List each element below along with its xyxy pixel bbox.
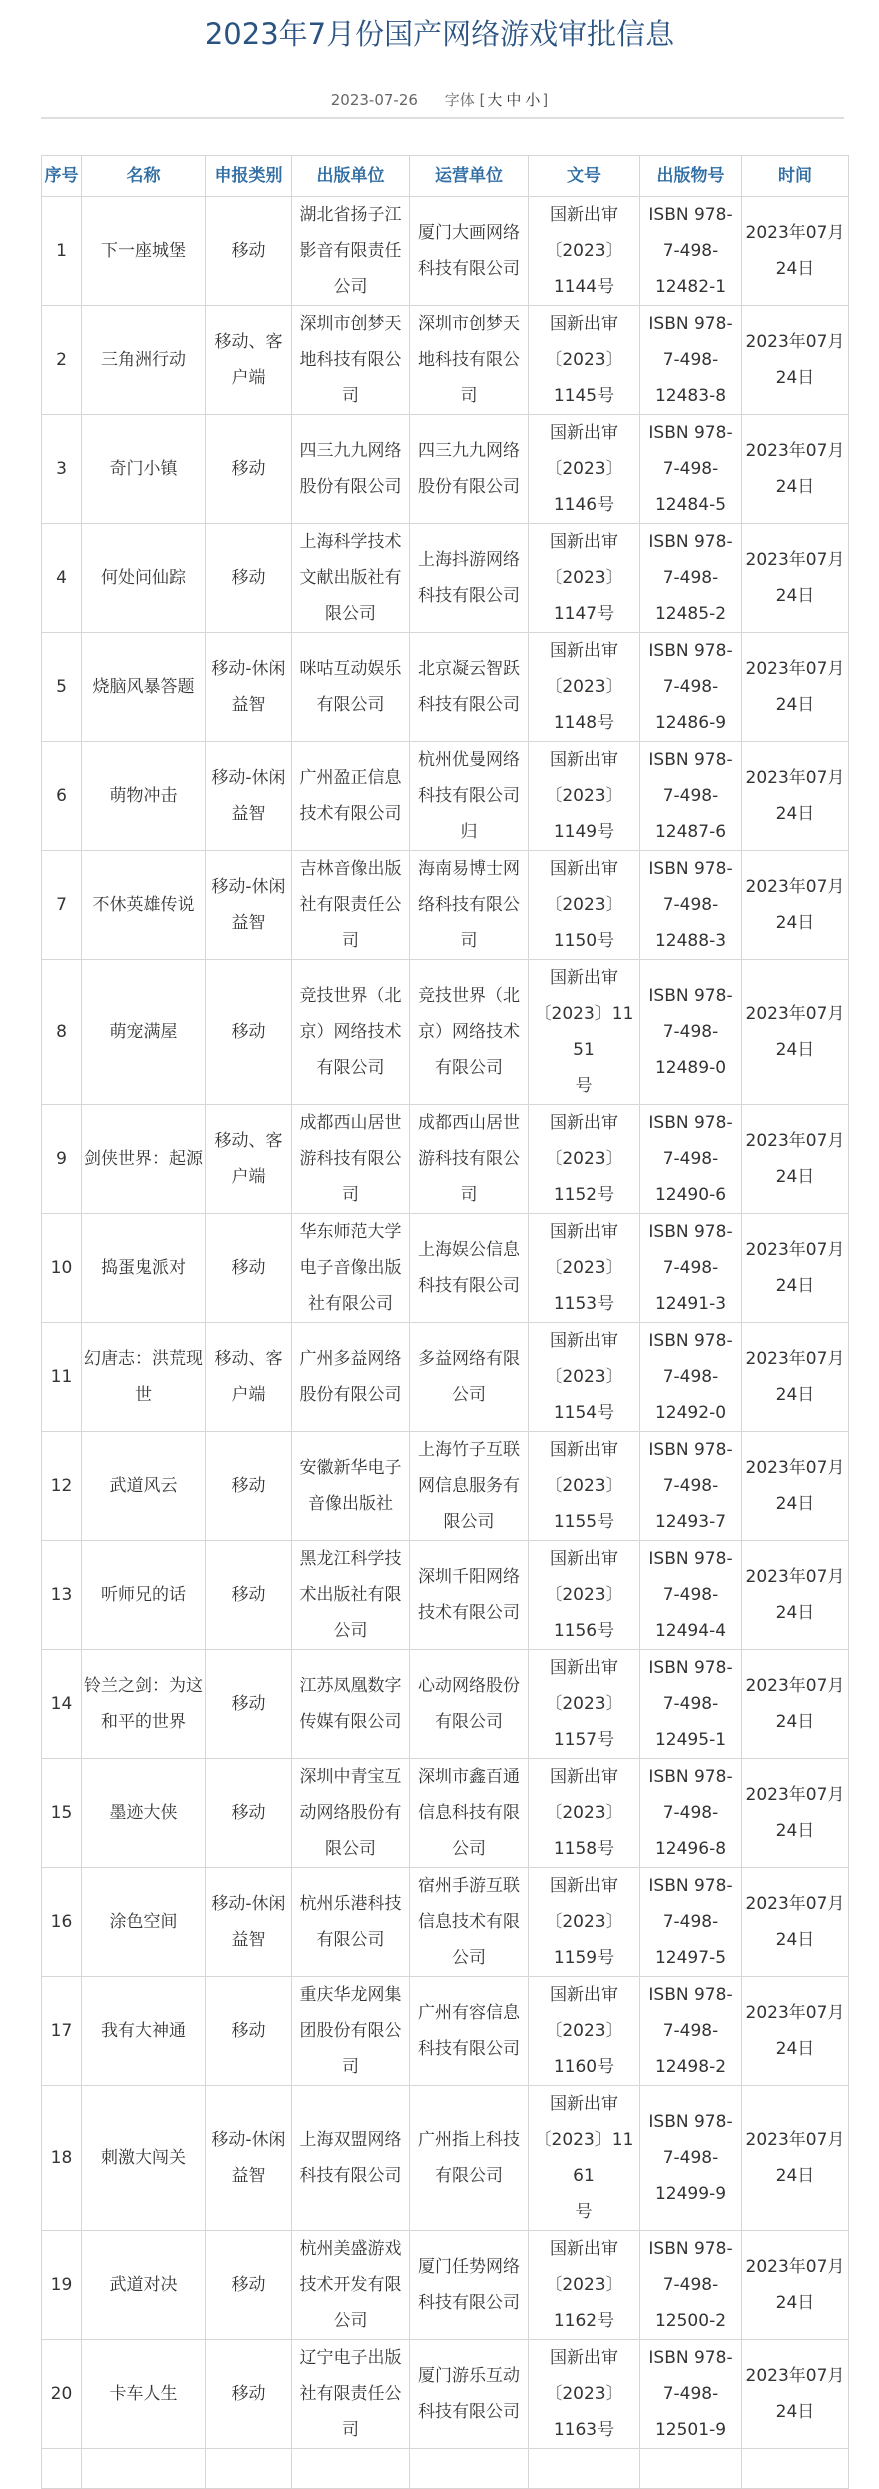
cell-date: 2023年07月 24日: [742, 2086, 849, 2231]
column-header-date: 时间: [742, 156, 849, 197]
cell-isbn: ISBN 978- 7-498- 12482-1: [640, 197, 742, 306]
cell-category: 移动: [206, 524, 292, 633]
cell-operator: 广州有容信息 科技有限公司: [410, 1977, 529, 2086]
cell-publisher: 上海科学技术 文献出版社有 限公司: [292, 524, 410, 633]
table-row: [42, 1105, 849, 1214]
cell-empty: [640, 2449, 742, 2489]
cell-index: 9: [42, 1105, 82, 1214]
cell-category: 移动: [206, 197, 292, 306]
font-size-control: [445, 91, 549, 109]
cell-operator: 厦门任势网络 科技有限公司: [410, 2231, 529, 2340]
cell-approval-number: 国新出审 〔2023〕 1159号: [529, 1868, 640, 1977]
cell-publisher: 咪咕互动娱乐 有限公司: [292, 633, 410, 742]
cell-operator: 深圳市鑫百通 信息科技有限 公司: [410, 1759, 529, 1868]
cell-approval-number: 国新出审 〔2023〕1151 号: [529, 960, 640, 1105]
cell-isbn: ISBN 978- 7-498- 12486-9: [640, 633, 742, 742]
cell-approval-number: 国新出审 〔2023〕 1154号: [529, 1323, 640, 1432]
approval-table: [41, 155, 849, 2489]
cell-date: 2023年07月 24日: [742, 306, 849, 415]
bracket-close: ]: [542, 91, 549, 109]
cell-category: 移动: [206, 2231, 292, 2340]
cell-category: 移动-休闲 益智: [206, 742, 292, 851]
cell-approval-number: 国新出审 〔2023〕 1153号: [529, 1214, 640, 1323]
cell-isbn: ISBN 978- 7-498- 12492-0: [640, 1323, 742, 1432]
cell-category: 移动、客 户端: [206, 1105, 292, 1214]
table-row: [42, 1323, 849, 1432]
cell-empty: [742, 2449, 849, 2489]
cell-approval-number: 国新出审 〔2023〕 1160号: [529, 1977, 640, 2086]
table-row: [42, 2340, 849, 2449]
cell-publisher: 江苏凤凰数字 传媒有限公司: [292, 1650, 410, 1759]
table-row: [42, 1759, 849, 1868]
cell-date: 2023年07月 24日: [742, 2231, 849, 2340]
cell-name: 下一座城堡: [82, 197, 206, 306]
cell-category: 移动: [206, 1432, 292, 1541]
cell-category: 移动: [206, 1977, 292, 2086]
cell-isbn: ISBN 978- 7-498- 12490-6: [640, 1105, 742, 1214]
cell-index: 20: [42, 2340, 82, 2449]
column-header-name: 名称: [82, 156, 206, 197]
cell-date: 2023年07月 24日: [742, 1977, 849, 2086]
cell-publisher: 四三九九网络 股份有限公司: [292, 415, 410, 524]
cell-publisher: 广州多益网络 股份有限公司: [292, 1323, 410, 1432]
cell-operator: 宿州手游互联 信息技术有限 公司: [410, 1868, 529, 1977]
cell-index: 18: [42, 2086, 82, 2231]
cell-index: 19: [42, 2231, 82, 2340]
cell-index: 10: [42, 1214, 82, 1323]
cell-index: 17: [42, 1977, 82, 2086]
cell-isbn: ISBN 978- 7-498- 12493-7: [640, 1432, 742, 1541]
cell-publisher: 辽宁电子出版 社有限责任公 司: [292, 2340, 410, 2449]
cell-date: 2023年07月 24日: [742, 851, 849, 960]
cell-operator: 竞技世界（北 京）网络技术 有限公司: [410, 960, 529, 1105]
table-row: [42, 851, 849, 960]
cell-date: 2023年07月 24日: [742, 1868, 849, 1977]
cell-approval-number: 国新出审 〔2023〕 1155号: [529, 1432, 640, 1541]
cell-isbn: ISBN 978- 7-498- 12485-2: [640, 524, 742, 633]
divider: [41, 117, 844, 119]
cell-publisher: 成都西山居世 游科技有限公 司: [292, 1105, 410, 1214]
table-row: [42, 415, 849, 524]
cell-isbn: ISBN 978- 7-498- 12488-3: [640, 851, 742, 960]
cell-name: 萌物冲击: [82, 742, 206, 851]
cell-operator: 厦门大画网络 科技有限公司: [410, 197, 529, 306]
cell-operator: 心动网络股份 有限公司: [410, 1650, 529, 1759]
bracket-open: [: [479, 91, 486, 109]
table-row: [42, 2086, 849, 2231]
cell-name: 不休英雄传说: [82, 851, 206, 960]
cell-operator: 上海娱公信息 科技有限公司: [410, 1214, 529, 1323]
font-size-label: 字体: [444, 91, 475, 109]
cell-operator: 杭州优曼网络 科技有限公司 归: [410, 742, 529, 851]
cell-publisher: 广州盈正信息 技术有限公司: [292, 742, 410, 851]
cell-operator: 上海竹子互联 网信息服务有 限公司: [410, 1432, 529, 1541]
cell-approval-number: 国新出审 〔2023〕 1146号: [529, 415, 640, 524]
cell-date: 2023年07月 24日: [742, 197, 849, 306]
cell-category: 移动、客 户端: [206, 306, 292, 415]
table-row: [42, 633, 849, 742]
cell-name: 何处问仙踪: [82, 524, 206, 633]
cell-date: 2023年07月 24日: [742, 415, 849, 524]
cell-isbn: ISBN 978- 7-498- 12499-9: [640, 2086, 742, 2231]
cell-category: 移动-休闲 益智: [206, 1868, 292, 1977]
cell-isbn: ISBN 978- 7-498- 12483-8: [640, 306, 742, 415]
cell-empty: [206, 2449, 292, 2489]
cell-date: 2023年07月 24日: [742, 633, 849, 742]
cell-index: 15: [42, 1759, 82, 1868]
cell-isbn: ISBN 978- 7-498- 12500-2: [640, 2231, 742, 2340]
table-row: [42, 1541, 849, 1650]
cell-index: 12: [42, 1432, 82, 1541]
cell-index: 8: [42, 960, 82, 1105]
cell-index: 13: [42, 1541, 82, 1650]
column-header-isbn: 出版物号: [640, 156, 742, 197]
column-header-category: 申报类别: [206, 156, 292, 197]
table-header-row: [42, 156, 849, 197]
cell-category: 移动: [206, 415, 292, 524]
cell-date: 2023年07月 24日: [742, 524, 849, 633]
column-header-operator: 运营单位: [410, 156, 529, 197]
cell-name: 三角洲行动: [82, 306, 206, 415]
cell-approval-number: 国新出审 〔2023〕 1163号: [529, 2340, 640, 2449]
table-row: [42, 1214, 849, 1323]
cell-date: 2023年07月 24日: [742, 960, 849, 1105]
cell-empty: [42, 2449, 82, 2489]
cell-operator: 北京凝云智跃 科技有限公司: [410, 633, 529, 742]
cell-name: 涂色空间: [82, 1868, 206, 1977]
table-row: [42, 2231, 849, 2340]
cell-isbn: ISBN 978- 7-498- 12496-8: [640, 1759, 742, 1868]
cell-isbn: ISBN 978- 7-498- 12498-2: [640, 1977, 742, 2086]
table-row: [42, 1977, 849, 2086]
column-header-publisher: 出版单位: [292, 156, 410, 197]
cell-approval-number: 国新出审 〔2023〕 1145号: [529, 306, 640, 415]
cell-operator: 成都西山居世 游科技有限公 司: [410, 1105, 529, 1214]
cell-isbn: ISBN 978- 7-498- 12494-4: [640, 1541, 742, 1650]
cell-date: 2023年07月 24日: [742, 1541, 849, 1650]
cell-isbn: ISBN 978- 7-498- 12484-5: [640, 415, 742, 524]
cell-index: 2: [42, 306, 82, 415]
cell-date: 2023年07月 24日: [742, 1650, 849, 1759]
cell-name: 剑侠世界：起源: [82, 1105, 206, 1214]
cell-category: 移动: [206, 1541, 292, 1650]
cell-name: 墨迹大侠: [82, 1759, 206, 1868]
cell-name: 我有大神通: [82, 1977, 206, 2086]
cell-name: 刺激大闯关: [82, 2086, 206, 2231]
cell-publisher: 深圳市创梦天 地科技有限公 司: [292, 306, 410, 415]
font-medium-button[interactable]: 中: [506, 91, 522, 109]
cell-isbn: ISBN 978- 7-498- 12489-0: [640, 960, 742, 1105]
cell-empty: [529, 2449, 640, 2489]
cell-index: 14: [42, 1650, 82, 1759]
cell-date: 2023年07月 24日: [742, 1323, 849, 1432]
cell-category: 移动-休闲 益智: [206, 633, 292, 742]
column-header-approval-number: 文号: [529, 156, 640, 197]
cell-operator: 深圳千阳网络 技术有限公司: [410, 1541, 529, 1650]
cell-approval-number: 国新出审 〔2023〕1161 号: [529, 2086, 640, 2231]
cell-category: 移动-休闲 益智: [206, 851, 292, 960]
cell-publisher: 杭州美盛游戏 技术开发有限 公司: [292, 2231, 410, 2340]
cell-name: 烧脑风暴答题: [82, 633, 206, 742]
cell-publisher: 华东师范大学 电子音像出版 社有限公司: [292, 1214, 410, 1323]
cell-approval-number: 国新出审 〔2023〕 1150号: [529, 851, 640, 960]
cell-approval-number: 国新出审 〔2023〕 1156号: [529, 1541, 640, 1650]
table-row: [42, 197, 849, 306]
cell-name: 听师兄的话: [82, 1541, 206, 1650]
cell-category: 移动-休闲 益智: [206, 2086, 292, 2231]
table-row: [42, 1650, 849, 1759]
table-row: [42, 306, 849, 415]
table-row-partial: [42, 2449, 849, 2489]
cell-publisher: 深圳中青宝互 动网络股份有 限公司: [292, 1759, 410, 1868]
cell-operator: 深圳市创梦天 地科技有限公 司: [410, 306, 529, 415]
cell-category: 移动: [206, 960, 292, 1105]
cell-publisher: 安徽新华电子 音像出版社: [292, 1432, 410, 1541]
cell-operator: 厦门游乐互动 科技有限公司: [410, 2340, 529, 2449]
cell-approval-number: 国新出审 〔2023〕 1144号: [529, 197, 640, 306]
cell-isbn: ISBN 978- 7-498- 12487-6: [640, 742, 742, 851]
cell-publisher: 吉林音像出版 社有限责任公 司: [292, 851, 410, 960]
cell-category: 移动、客 户端: [206, 1323, 292, 1432]
column-header-index: 序号: [42, 156, 82, 197]
cell-approval-number: 国新出审 〔2023〕 1152号: [529, 1105, 640, 1214]
cell-operator: 海南易博士网 络科技有限公 司: [410, 851, 529, 960]
cell-name: 武道风云: [82, 1432, 206, 1541]
cell-category: 移动: [206, 1650, 292, 1759]
cell-operator: 多益网络有限 公司: [410, 1323, 529, 1432]
cell-index: 5: [42, 633, 82, 742]
cell-approval-number: 国新出审 〔2023〕 1149号: [529, 742, 640, 851]
cell-publisher: 湖北省扬子江 影音有限责任 公司: [292, 197, 410, 306]
cell-isbn: ISBN 978- 7-498- 12501-9: [640, 2340, 742, 2449]
cell-index: 11: [42, 1323, 82, 1432]
cell-operator: 广州指上科技 有限公司: [410, 2086, 529, 2231]
cell-index: 7: [42, 851, 82, 960]
cell-index: 1: [42, 197, 82, 306]
cell-date: 2023年07月 24日: [742, 1759, 849, 1868]
cell-approval-number: 国新出审 〔2023〕 1147号: [529, 524, 640, 633]
cell-publisher: 黑龙江科学技 术出版社有限 公司: [292, 1541, 410, 1650]
cell-isbn: ISBN 978- 7-498- 12497-5: [640, 1868, 742, 1977]
cell-date: 2023年07月 24日: [742, 2340, 849, 2449]
cell-publisher: 杭州乐港科技 有限公司: [292, 1868, 410, 1977]
cell-index: 16: [42, 1868, 82, 1977]
cell-publisher: 重庆华龙网集 团股份有限公 司: [292, 1977, 410, 2086]
cell-operator: 上海抖游网络 科技有限公司: [410, 524, 529, 633]
page-title: 2023年7月份国产网络游戏审批信息: [204, 17, 675, 51]
cell-isbn: ISBN 978- 7-498- 12495-1: [640, 1650, 742, 1759]
cell-category: 移动: [206, 1214, 292, 1323]
cell-operator: 四三九九网络 股份有限公司: [410, 415, 529, 524]
cell-publisher: 竞技世界（北 京）网络技术 有限公司: [292, 960, 410, 1105]
cell-approval-number: 国新出审 〔2023〕 1158号: [529, 1759, 640, 1868]
font-large-button[interactable]: 大: [487, 91, 503, 109]
cell-name: 武道对决: [82, 2231, 206, 2340]
table-row: [42, 524, 849, 633]
cell-name: 萌宠满屋: [82, 960, 206, 1105]
cell-index: 3: [42, 415, 82, 524]
cell-name: 幻唐志：洪荒现 世: [82, 1323, 206, 1432]
table-row: [42, 1432, 849, 1541]
font-small-button[interactable]: 小: [525, 91, 541, 109]
cell-index: 6: [42, 742, 82, 851]
cell-empty: [292, 2449, 410, 2489]
cell-name: 卡车人生: [82, 2340, 206, 2449]
cell-date: 2023年07月 24日: [742, 1105, 849, 1214]
cell-name: 奇门小镇: [82, 415, 206, 524]
table-row: [42, 742, 849, 851]
cell-name: 铃兰之剑：为这 和平的世界: [82, 1650, 206, 1759]
cell-approval-number: 国新出审 〔2023〕 1162号: [529, 2231, 640, 2340]
cell-empty: [82, 2449, 206, 2489]
cell-date: 2023年07月 24日: [742, 742, 849, 851]
cell-index: 4: [42, 524, 82, 633]
cell-name: 捣蛋鬼派对: [82, 1214, 206, 1323]
cell-date: 2023年07月 24日: [742, 1214, 849, 1323]
cell-date: 2023年07月 24日: [742, 1432, 849, 1541]
publish-date: 2023-07-26: [330, 91, 418, 109]
article-meta: [0, 88, 879, 112]
cell-approval-number: 国新出审 〔2023〕 1157号: [529, 1650, 640, 1759]
cell-category: 移动: [206, 1759, 292, 1868]
cell-approval-number: 国新出审 〔2023〕 1148号: [529, 633, 640, 742]
table-row: [42, 1868, 849, 1977]
table-row: [42, 960, 849, 1105]
cell-empty: [410, 2449, 529, 2489]
cell-category: 移动: [206, 2340, 292, 2449]
cell-isbn: ISBN 978- 7-498- 12491-3: [640, 1214, 742, 1323]
cell-publisher: 上海双盟网络 科技有限公司: [292, 2086, 410, 2231]
